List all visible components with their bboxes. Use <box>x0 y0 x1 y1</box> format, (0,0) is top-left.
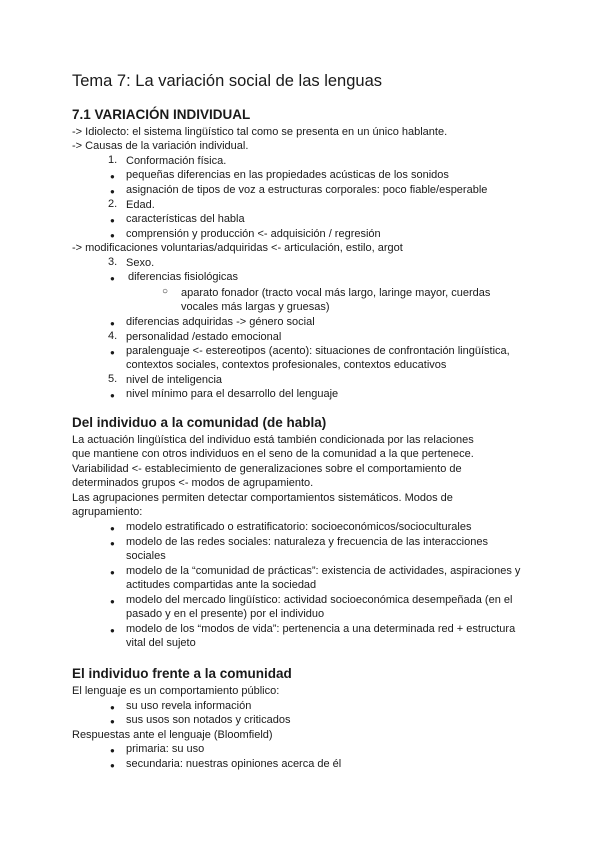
bullet-icon: ● <box>110 172 115 181</box>
list-item-continuation: contextos sociales, contextos profesionales, contextos educativos <box>126 359 447 371</box>
text-line: -> Idiolecto: el sistema lingüístico tal como se presenta en un único hablante. <box>72 126 448 138</box>
paragraph-line: Variabilidad <- establecimiento de generalizaciones sobre el comportamiento de <box>72 463 462 475</box>
text-line: -> Causas de la variación individual. <box>72 140 249 152</box>
section-heading-variacion-individual: 7.1 VARIACIÓN INDIVIDUAL <box>72 107 251 122</box>
section-heading-individuo-frente-comunidad: El individuo frente a la comunidad <box>72 666 292 681</box>
list-item: nivel mínimo para el desarrollo del lenguaje <box>126 388 339 400</box>
section-heading-individuo-comunidad: Del individuo a la comunidad (de habla) <box>72 415 327 430</box>
list-item: nivel de inteligencia <box>126 374 223 386</box>
list-item-continuation: pasado y en el presente) por el individuo <box>126 608 325 620</box>
paragraph-line: El lenguaje es un comportamiento público: <box>72 685 280 697</box>
paragraph-line: La actuación lingüística del individuo está también condicionada por las relaciones <box>72 434 474 446</box>
list-item: sus usos son notados y criticados <box>126 714 291 726</box>
list-item: modelo estratificado o estratificatorio: socioeconómicos/socioculturales <box>126 521 472 533</box>
bullet-icon: ● <box>110 626 115 635</box>
list-item: comprensión y producción <- adquisición / regresión <box>126 228 381 240</box>
list-number: 5. <box>108 373 118 385</box>
list-item: Edad. <box>126 199 155 211</box>
bullet-icon: ● <box>110 187 115 196</box>
list-item: pequeñas diferencias en las propiedades acústicas de los sonidos <box>126 169 449 181</box>
list-item-continuation: vocales más largas y gruesas) <box>181 301 330 313</box>
bullet-icon: ● <box>110 703 115 712</box>
paragraph-line: agrupamiento: <box>72 506 143 518</box>
bullet-icon: ● <box>110 568 115 577</box>
bullet-icon: ● <box>110 231 115 240</box>
bullet-icon: ● <box>110 319 115 328</box>
list-item: asignación de tipos de voz a estructuras corporales: poco fiable/esperable <box>126 184 488 196</box>
list-item: modelo de la “comunidad de prácticas”: existencia de actividades, aspiraciones y <box>126 565 521 577</box>
list-number: 4. <box>108 330 118 342</box>
page-title: Tema 7: La variación social de las lenguas <box>72 72 383 90</box>
bullet-icon: ● <box>110 597 115 606</box>
paragraph-line: determinados grupos <- modos de agrupamiento. <box>72 477 314 489</box>
list-item-continuation: sociales <box>126 550 166 562</box>
list-item: modelo de los “modos de vida”: pertenencia a una determinada red + estructura <box>126 623 516 635</box>
bullet-icon: ● <box>110 761 115 770</box>
list-item: diferencias fisiológicas <box>128 271 239 283</box>
list-item: primaria: su uso <box>126 743 205 755</box>
bullet-icon: ● <box>110 746 115 755</box>
bullet-icon: ● <box>110 717 115 726</box>
list-item: diferencias adquiridas -> género social <box>126 316 315 328</box>
list-item: paralenguaje <- estereotipos (acento): situaciones de confrontación lingüística, <box>126 345 510 357</box>
list-item: aparato fonador (tracto vocal más largo, laringe mayor, cuerdas <box>181 287 491 299</box>
list-item: características del habla <box>126 213 245 225</box>
text-line: -> modificaciones voluntarias/adquiridas <- articulación, estilo, argot <box>72 242 403 254</box>
bullet-icon: ● <box>110 539 115 548</box>
list-item-continuation: vital del sujeto <box>126 637 196 649</box>
list-item: personalidad /estado emocional <box>126 331 282 343</box>
list-item: Conformación física. <box>126 155 227 167</box>
bullet-icon: ● <box>110 348 115 357</box>
list-number: 1. <box>108 154 118 166</box>
list-number: 2. <box>108 198 118 210</box>
list-item: modelo del mercado lingüístico: actividad socioeconómica desempeñada (en el <box>126 594 513 606</box>
list-item: modelo de las redes sociales: naturaleza y frecuencia de las interacciones <box>126 536 488 548</box>
paragraph-line: Respuestas ante el lenguaje (Bloomfield) <box>72 729 273 741</box>
list-item-continuation: actitudes compartidas ante la sociedad <box>126 579 317 591</box>
bullet-icon: ● <box>110 391 115 400</box>
list-item: secundaria: nuestras opiniones acerca de él <box>126 758 342 770</box>
paragraph-line: Las agrupaciones permiten detectar comportamientos sistemáticos. Modos de <box>72 492 453 504</box>
list-item: Sexo. <box>126 257 155 269</box>
list-number: 3. <box>108 256 118 268</box>
bullet-icon: ● <box>110 216 115 225</box>
bullet-icon: ● <box>110 274 115 283</box>
circle-bullet-icon: ○ <box>162 286 169 297</box>
bullet-icon: ● <box>110 524 115 533</box>
list-item: su uso revela información <box>126 700 252 712</box>
paragraph-line: que mantiene con otros individuos en el seno de la comunidad a la que pertenece. <box>72 448 474 460</box>
